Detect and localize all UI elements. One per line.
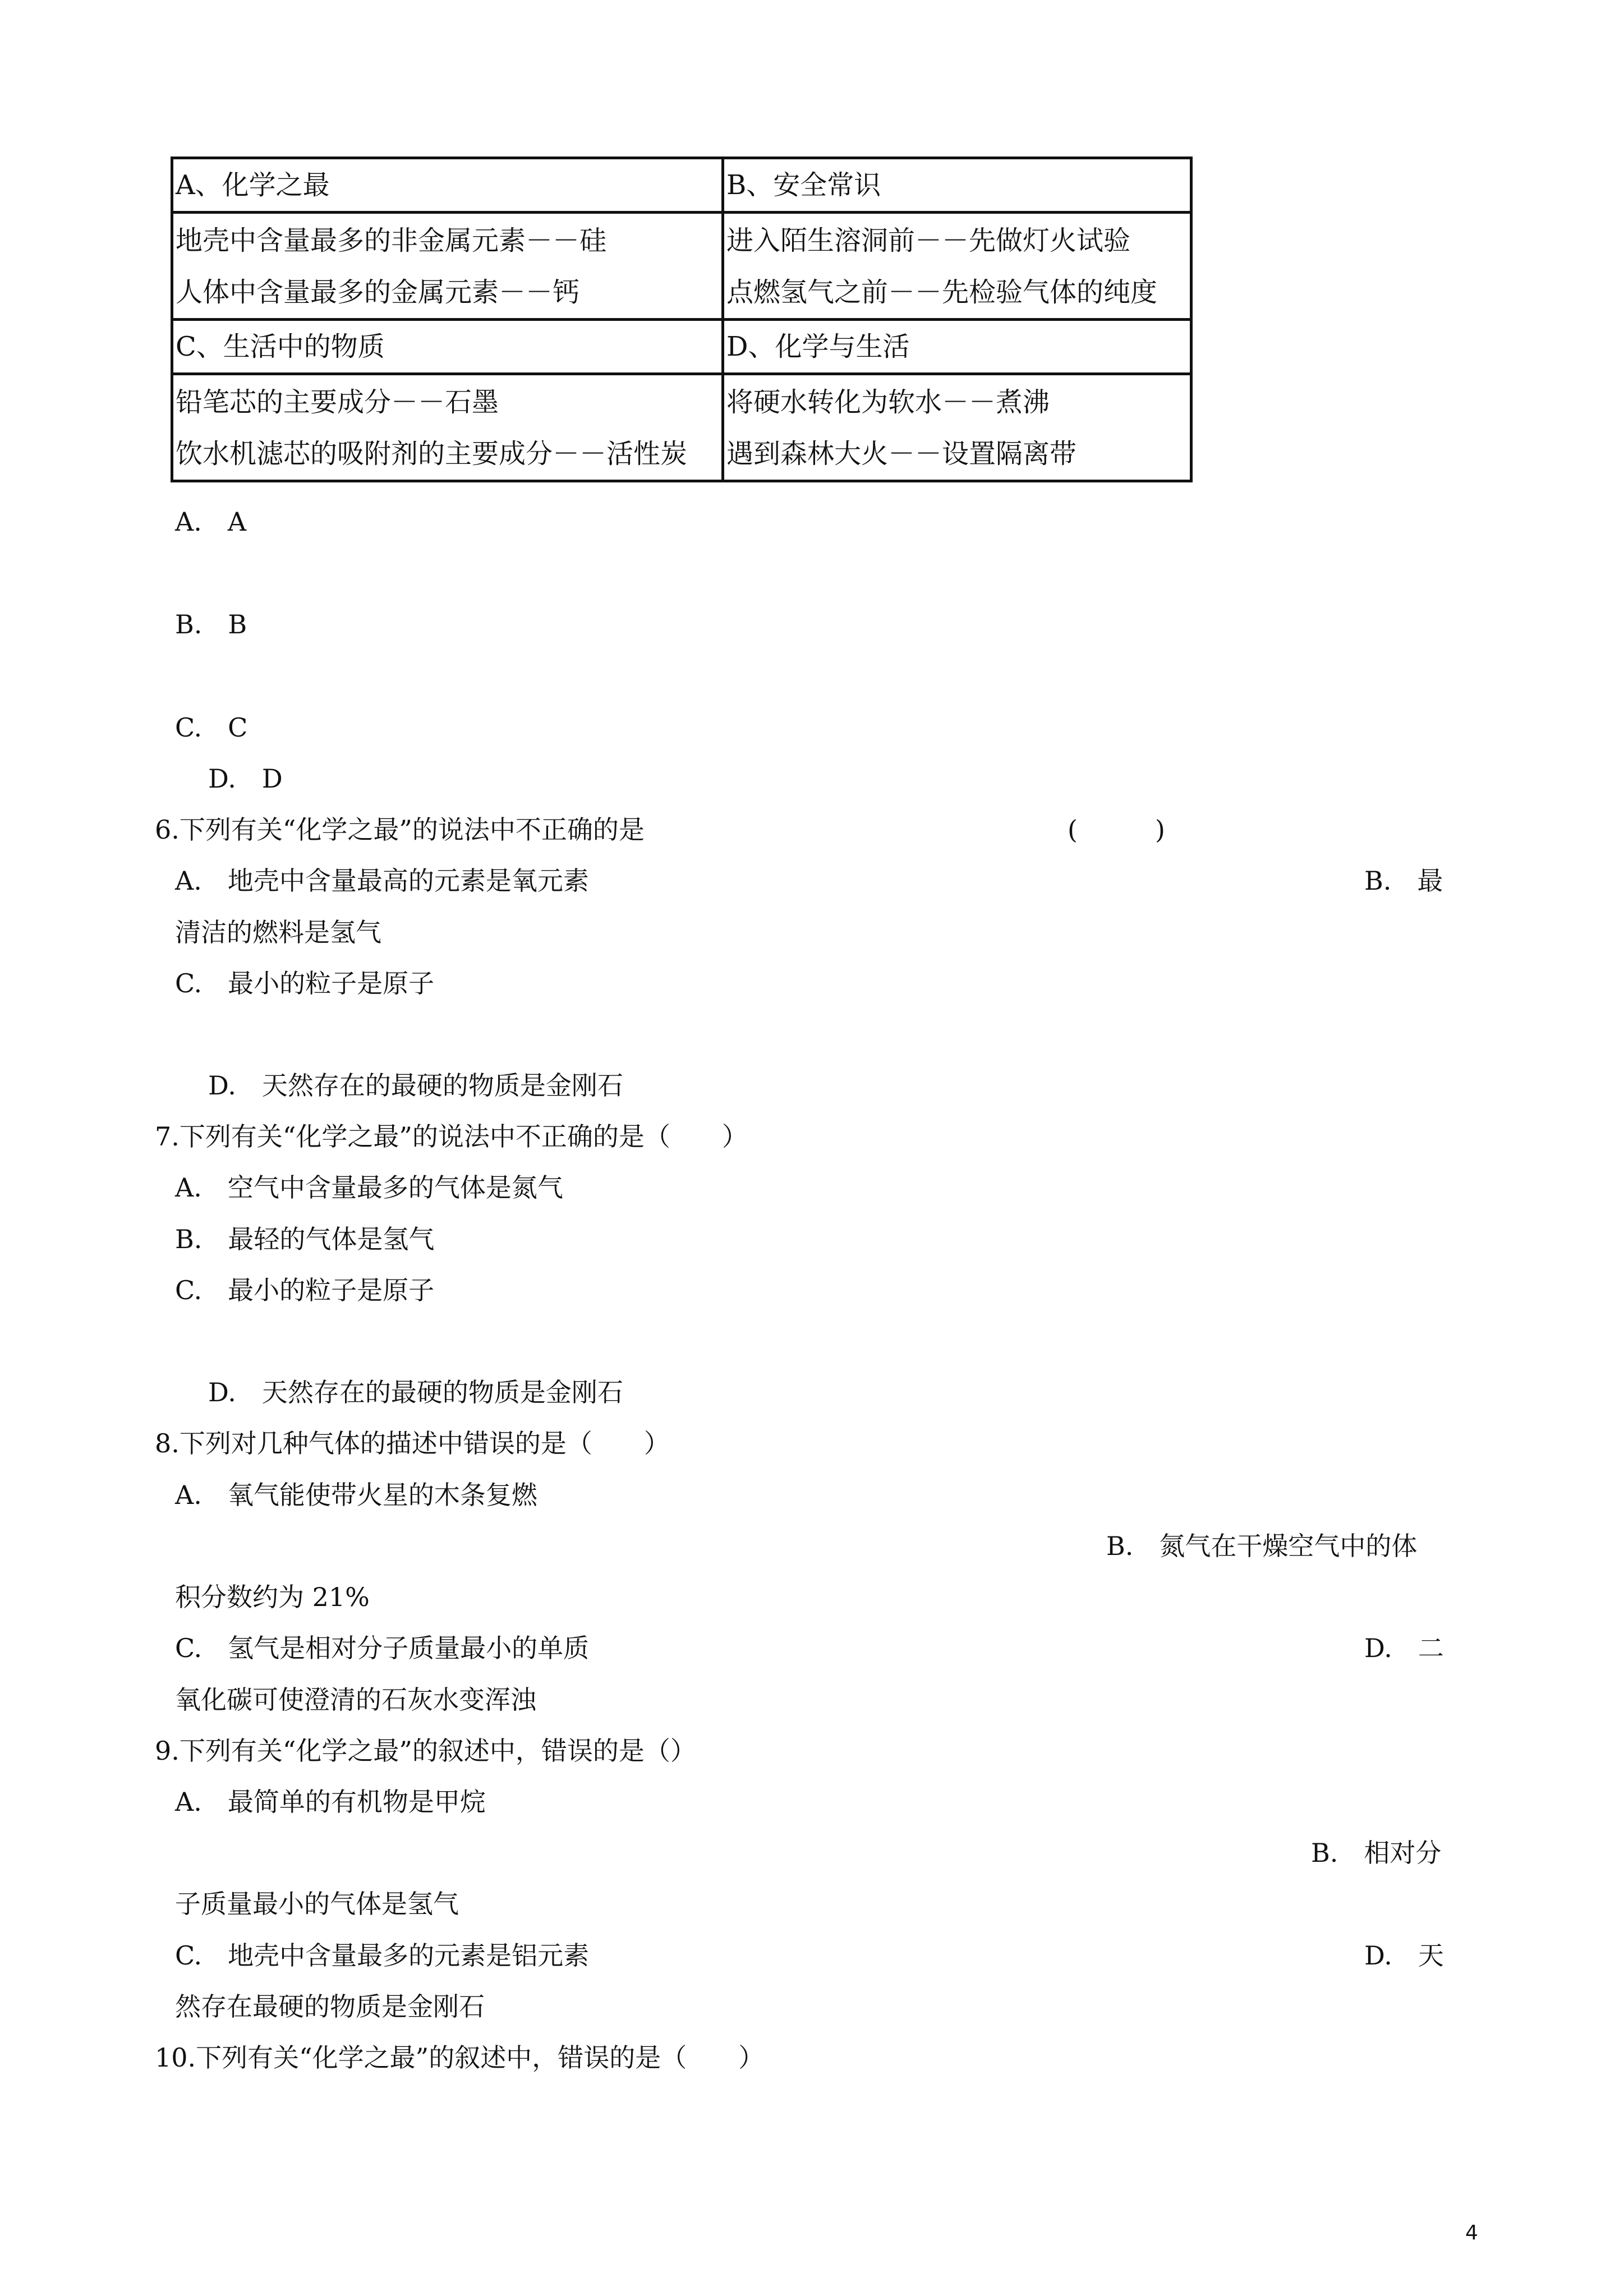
table-row: [172, 213, 1191, 320]
cell-d-body: [723, 374, 1191, 481]
q9-stem: 9.下列有关“化学之最”的叙述中，错误的是（）: [155, 1736, 696, 1766]
question-table: [171, 157, 1193, 482]
cell-a-line-1: 地壳中含量最多的非金属元素－－硅: [176, 225, 607, 256]
cell-b-line-2: 点燃氢气之前－－先检验气体的纯度: [726, 277, 1158, 308]
q6-option-b-tail: 清洁的燃料是氢气: [175, 917, 381, 947]
q6-option-b-head: B. 最: [1364, 866, 1443, 896]
table-row: [172, 158, 1191, 213]
q9-option-b-tail: 子质量最小的气体是氢气: [175, 1889, 459, 1919]
q6-option-d: D. 天然存在的最硬的物质是金刚石: [208, 1070, 623, 1101]
q7-option-a: A. 空气中含量最多的气体是氮气: [175, 1172, 563, 1203]
cell-a-line-2: 人体中含量最多的金属元素－－钙: [176, 277, 580, 308]
cell-d-title: D、化学与生活: [723, 320, 1191, 374]
q9-option-c: C. 地壳中含量最多的元素是铝元素: [175, 1940, 590, 1971]
q5-option-c: C. C: [175, 712, 248, 743]
q9-option-d-tail: 然存在最硬的物质是金刚石: [175, 1991, 485, 2022]
cell-c-line-1: 铅笔芯的主要成分－－石墨: [176, 386, 499, 418]
cell-d-line-2: 遇到森林大火－－设置隔离带: [726, 438, 1077, 470]
q8-option-d-head: D. 二: [1364, 1633, 1444, 1663]
cell-c-body: [172, 374, 723, 481]
cell-b-body: [723, 213, 1191, 320]
q8-option-a: A. 氧气能使带火星的木条复燃: [175, 1480, 537, 1510]
q7-option-b: B. 最轻的气体是氢气: [175, 1224, 435, 1254]
q5-option-a: A. A: [175, 507, 247, 537]
q7-option-d: D. 天然存在的最硬的物质是金刚石: [208, 1377, 623, 1407]
q8-option-b-tail: 积分数约为 21%: [175, 1582, 370, 1612]
cell-b-title: B、安全常识: [723, 158, 1191, 213]
q5-option-d: D. D: [208, 763, 283, 794]
q10-stem: 10.下列有关“化学之最”的叙述中，错误的是（ ）: [155, 2042, 765, 2073]
cell-d-line-1: 将硬水转化为软水－－煮沸: [726, 386, 1050, 418]
q7-option-c: C. 最小的粒子是原子: [175, 1275, 435, 1305]
cell-c-line-2: 饮水机滤芯的吸附剂的主要成分－－活性炭: [176, 438, 688, 470]
q8-option-d-tail: 氧化碳可使澄清的石灰水变浑浊: [175, 1685, 536, 1715]
cell-a-title: A、化学之最: [172, 158, 723, 213]
q9-option-b-head: B. 相对分: [1311, 1838, 1442, 1868]
q6-option-a: A. 地壳中含量最高的元素是氧元素: [175, 866, 589, 896]
page-number: 4: [1465, 2221, 1478, 2244]
q8-stem: 8.下列对几种气体的描述中错误的是（ ）: [155, 1428, 670, 1458]
q6-stem: 6.下列有关“化学之最”的说法中不正确的是: [155, 815, 645, 845]
q8-option-c: C. 氢气是相对分子质量最小的单质: [175, 1633, 590, 1663]
q8-option-b-head: B. 氮气在干燥空气中的体: [1106, 1531, 1418, 1561]
q5-option-b: B. B: [175, 609, 247, 639]
q9-option-d-head: D. 天: [1364, 1940, 1444, 1971]
table-row: [172, 320, 1191, 374]
cell-b-line-1: 进入陌生溶洞前－－先做灯火试验: [726, 225, 1131, 256]
cell-a-body: [172, 213, 723, 320]
q6-option-c: C. 最小的粒子是原子: [175, 968, 435, 999]
q6-answer-paren: ( ): [1068, 815, 1165, 845]
q9-option-a: A. 最简单的有机物是甲烷: [175, 1787, 486, 1817]
cell-c-title: C、生活中的物质: [172, 320, 723, 374]
q7-stem: 7.下列有关“化学之最”的说法中不正确的是（ ）: [155, 1121, 748, 1152]
table-row: [172, 374, 1191, 481]
